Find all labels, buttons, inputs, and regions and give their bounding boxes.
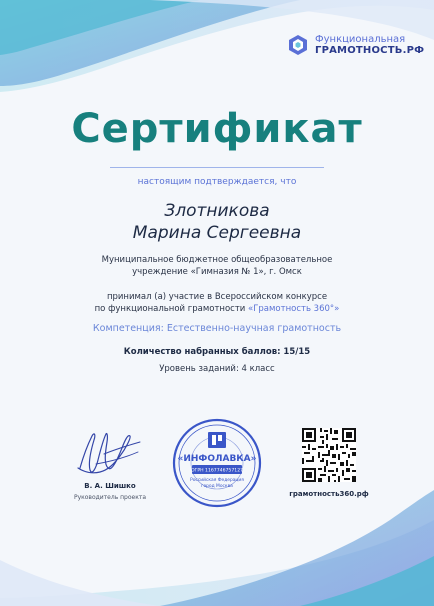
header-logo <box>287 34 424 56</box>
organization-line2: учреждение «Гимназия № 1», г. Омск <box>132 267 302 277</box>
logo-line2: ГРАМОТНОСТЬ.РФ <box>315 45 425 56</box>
recipient-surname: Злотникова <box>164 201 270 221</box>
signer-role: Руководитель проекта <box>73 494 147 501</box>
organization-line1: Муниципальное бюджетное общеобразовательное <box>101 255 333 265</box>
stamp-line1: Российская Федерация <box>190 478 244 483</box>
participation-line1: принимал (а) участие в Всероссийском конкурсе <box>106 292 328 302</box>
task-level: Уровень заданий: 4 класс <box>159 364 275 374</box>
site-url[interactable]: грамотность360.рф <box>289 490 369 498</box>
contest-name: «Грамотность 360°» <box>248 304 340 314</box>
title-divider <box>110 167 324 168</box>
logo-line1: Функциональная <box>315 34 406 45</box>
competence-value: Естественно-научная грамотность <box>166 323 342 334</box>
certificate-subtitle: настоящим подтверждается, что <box>137 177 297 187</box>
qr-code[interactable] <box>302 428 356 482</box>
organization-stamp <box>172 418 262 508</box>
stamp-title: «ИНФОЛАВКА» <box>177 454 257 464</box>
score: Количество набранных баллов: 15/15 <box>123 347 311 357</box>
signer-name: В. А. Шишко <box>84 482 136 490</box>
participation-prefix: по функциональной грамотности <box>94 304 249 314</box>
logo-icon <box>287 34 309 56</box>
certificate-title: Сертификат <box>71 106 363 152</box>
competence <box>0 323 434 334</box>
stamp-ogrn: ОГРН 1167746757127 <box>190 468 244 474</box>
stamp-line2: город Москва <box>201 484 233 489</box>
participation-line2 <box>0 303 434 315</box>
competence-label: Компетенция: <box>92 323 167 334</box>
signature-image <box>74 424 144 480</box>
recipient-given-name: Марина Сергеевна <box>132 223 302 243</box>
